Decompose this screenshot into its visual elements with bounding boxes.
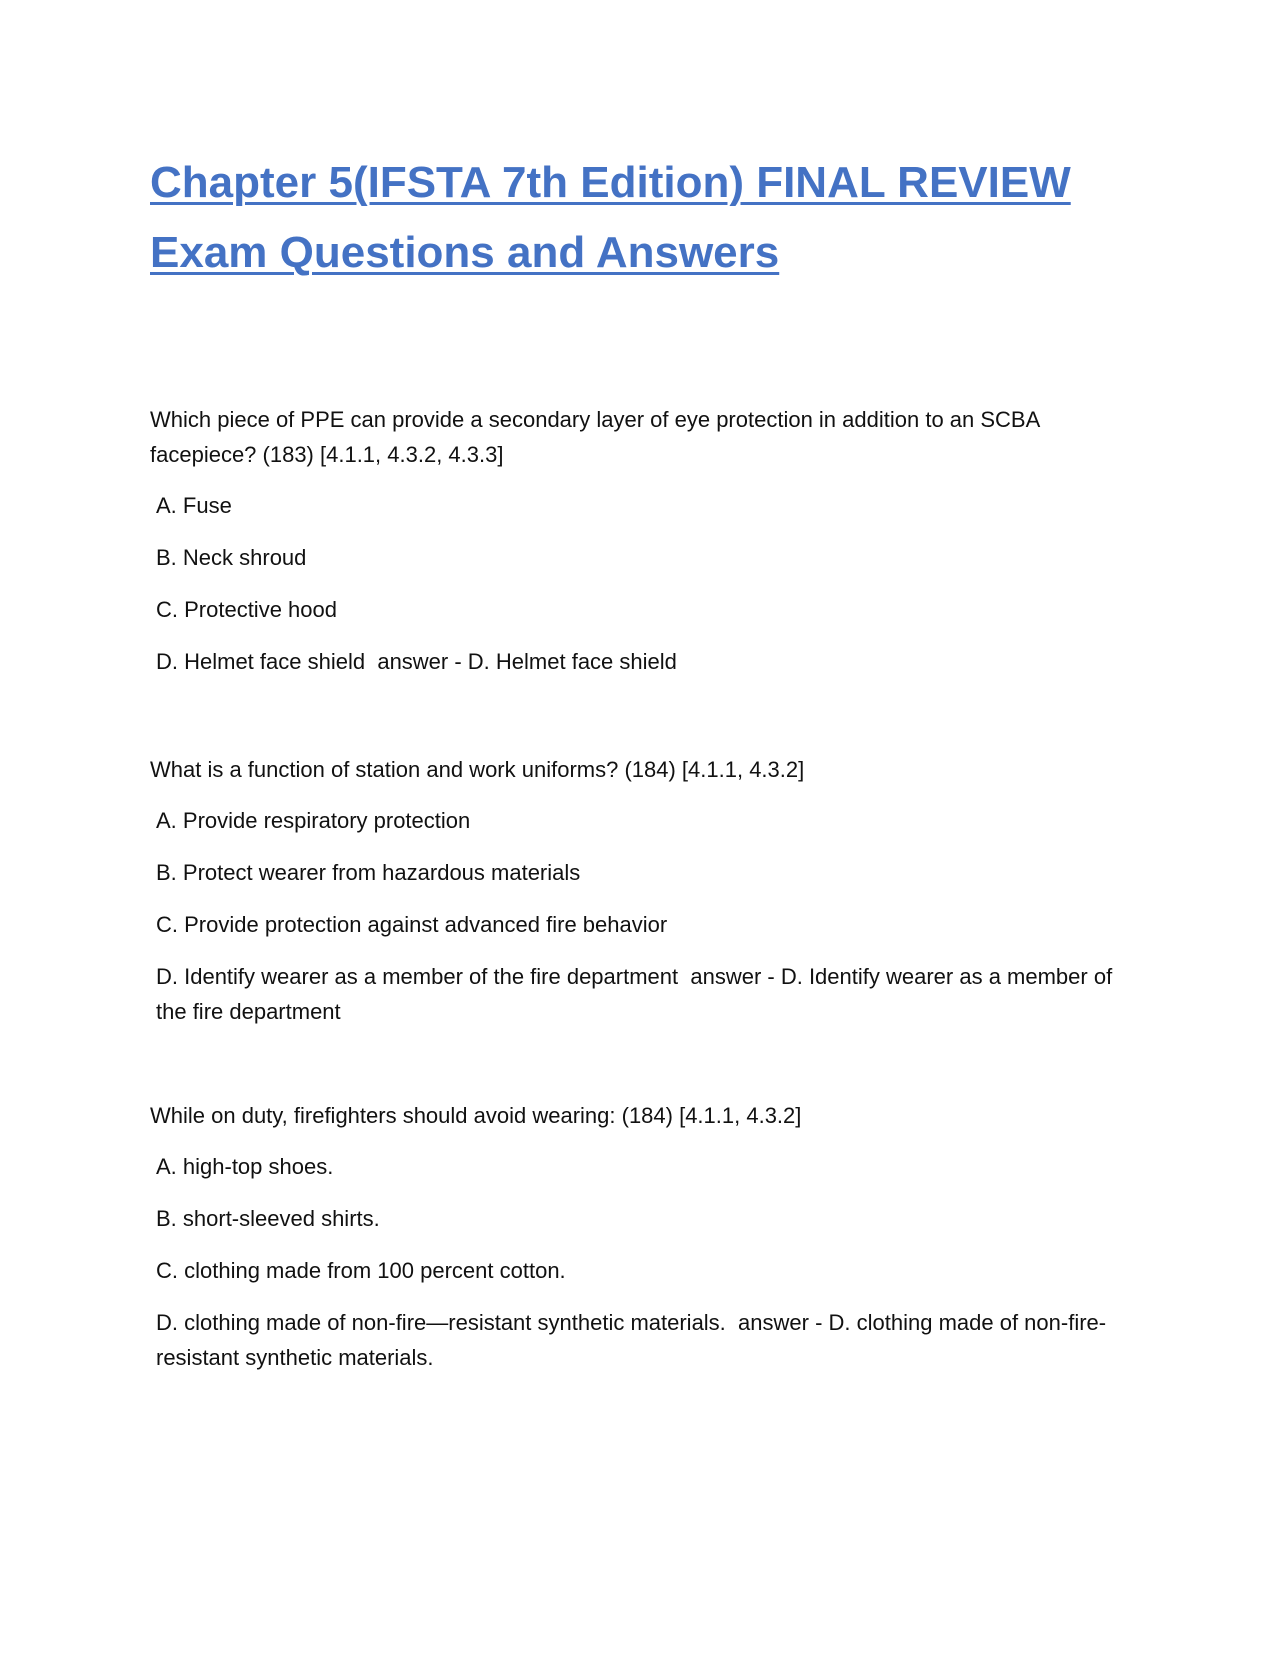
question-block-3 bbox=[150, 1098, 1130, 1375]
option-c: C. Provide protection against advanced fire behavior bbox=[156, 912, 668, 937]
option-d-with-answer bbox=[150, 644, 1130, 679]
option-d: D. Helmet face shield bbox=[156, 649, 366, 674]
option-d: D. Identify wearer as a member of the fire department bbox=[156, 964, 679, 989]
option-b: B. Neck shroud bbox=[156, 545, 307, 570]
answer-text: answer - D. clothing made of non-fire-resistant synthetic materials. bbox=[156, 1310, 1107, 1370]
question-block-1 bbox=[150, 402, 1130, 679]
option-d-with-answer bbox=[150, 959, 1130, 1029]
answer-text: answer - D. Identify wearer as a member of the fire department bbox=[156, 964, 1113, 1024]
option-c: C. Protective hood bbox=[156, 597, 337, 622]
option-d: D. clothing made of non-fire—resistant synthetic materials. bbox=[156, 1310, 726, 1335]
document-title: Chapter 5(IFSTA 7th Edition) FINAL REVIEW Exam Questions and Answers bbox=[150, 158, 1071, 277]
question-text: Which piece of PPE can provide a secondary layer of eye protection in addition to an SCBA facepiece? (183) [4.1.1, 4.3.2, 4.3.3] bbox=[150, 407, 1040, 467]
option-a: A. high-top shoes. bbox=[156, 1154, 334, 1179]
option-a: A. Fuse bbox=[156, 493, 232, 518]
option-b: B. short-sleeved shirts. bbox=[156, 1206, 380, 1231]
option-c: C. clothing made from 100 percent cotton. bbox=[156, 1258, 566, 1283]
option-b: B. Protect wearer from hazardous materials bbox=[156, 860, 581, 885]
option-d-with-answer bbox=[150, 1305, 1130, 1375]
answer-text: answer - D. Helmet face shield bbox=[377, 649, 677, 674]
question-text: What is a function of station and work uniforms? (184) [4.1.1, 4.3.2] bbox=[150, 757, 805, 782]
option-a: A. Provide respiratory protection bbox=[156, 808, 471, 833]
question-text: While on duty, firefighters should avoid wearing: (184) [4.1.1, 4.3.2] bbox=[150, 1103, 802, 1128]
question-block-2 bbox=[150, 752, 1130, 1029]
